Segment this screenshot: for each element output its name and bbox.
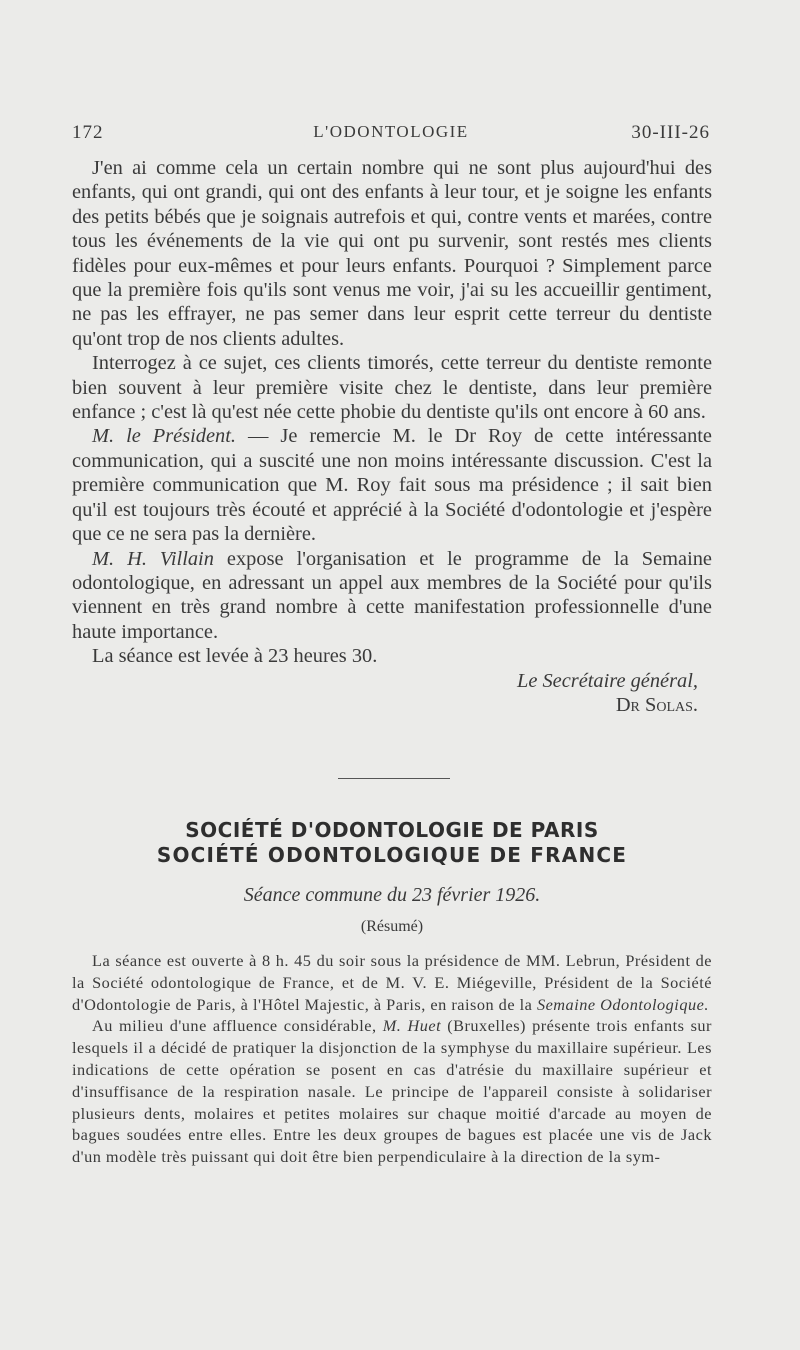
paragraph-text: — Je remercie M. le Dr Roy de cette intéressante communication, qui a suscité une non moins intéressante discussion. C'est la première communication que M. Roy fait sous ma présidence ; il sait bien qu'il est toujours très écouté et apprécié à la Société d'odontologie et j'espère que ce ne sera pas la dernière. <box>72 425 712 546</box>
paragraph-text: (Bruxelles) présente trois enfants sur lesquels il a décidé de pratiquer la disjonction de la symphyse du maxillaire supérieur. Les indications de cette opération se posent en cas d'atrésie du maxillaire supérieur et d'insuffisance de la respiration nasale. Le principe de l'appareil consiste à solidariser plusieurs dents, molaires et petites molaires sur chaque moitié d'arcade au moyen de bagues soudées entre elles. Entre les deux groupes de bagues est placée une vis de Jack d'un modèle très puissant qui doit être bien perpendiculaire à la direction de la sym- <box>72 1016 712 1167</box>
journal-title: L'ODONTOLOGIE <box>313 122 469 141</box>
section-2-body <box>72 950 712 1168</box>
speaker-name: M. H. Villain <box>92 547 214 570</box>
event-name: Semaine Odontologique. <box>536 994 709 1014</box>
section-divider <box>338 778 450 779</box>
paragraph: La séance est levée à 23 heures 30. <box>92 645 378 668</box>
section-title-line-2: SOCIÉTÉ ODONTOLOGIQUE DE FRANCE <box>156 843 628 867</box>
speaker-name: M. Huet <box>382 1016 442 1036</box>
issue-date: 30-III-26 <box>631 122 710 143</box>
signature-name: Dr Solas. <box>615 693 698 716</box>
summary-label: (Résumé) <box>360 918 424 935</box>
paragraph <box>72 547 712 645</box>
paragraph-text: Au milieu d'une affluence considérable, <box>92 1016 383 1036</box>
paragraph-text: La séance est ouverte à 8 h. 45 du soir sous la présidence de MM. Lebrun, Président de la Société odontologique de France, et de M. V. E. Miégeville, Président de la Société d'Odontologie de Paris, à l'Hôtel Majestic, à Paris, en raison de la <box>72 951 712 1014</box>
section-1-body <box>72 156 712 717</box>
page-number: 172 <box>72 122 104 143</box>
paragraph <box>72 424 712 546</box>
paragraph <box>72 950 712 1015</box>
session-subtitle: Séance commune du 23 février 1926. <box>243 884 541 906</box>
signature-role: Le Secrétaire général, <box>516 669 698 692</box>
paragraph: J'en ai comme cela un certain nombre qui ne sont plus aujourd'hui des enfants, qui ont grandi, qui ont des enfants à leur tour, et je soigne les enfants des petits bébés que je soignais autrefois et qui, contre vents et marées, contre tous les événements de la vie qui ont pu survenir, sont restés mes clients fidèles pour eux-mêmes et pour leurs enfants. Pourquoi ? Simplement parce que la première fois qu'ils sont venus me voir, j'ai su les accueillir gentiment, ne pas les effrayer, ne pas semer dans leur esprit cette terreur du dentiste qu'ont trop de nos clients adultes. <box>72 157 712 350</box>
paragraph-text: expose l'organisation et le programme de la Semaine odontologique, en adressant un appel aux membres de la Société pour qu'ils viennent en très grand nombre à cette manifestation professionnelle d'une haute importance. <box>72 547 712 643</box>
paragraph <box>72 1015 712 1168</box>
speaker-name: M. le Président. <box>92 425 237 448</box>
section-title-line-1: SOCIÉTÉ D'ODONTOLOGIE DE PARIS <box>185 818 599 842</box>
running-header <box>72 122 710 146</box>
paragraph: Interrogez à ce sujet, ces clients timorés, cette terreur du dentiste remonte bien souvent à leur première visite chez le dentiste, dans leur première enfance ; c'est là qu'est née cette phobie du dentiste qu'ils ont encore à 60 ans. <box>72 352 712 424</box>
